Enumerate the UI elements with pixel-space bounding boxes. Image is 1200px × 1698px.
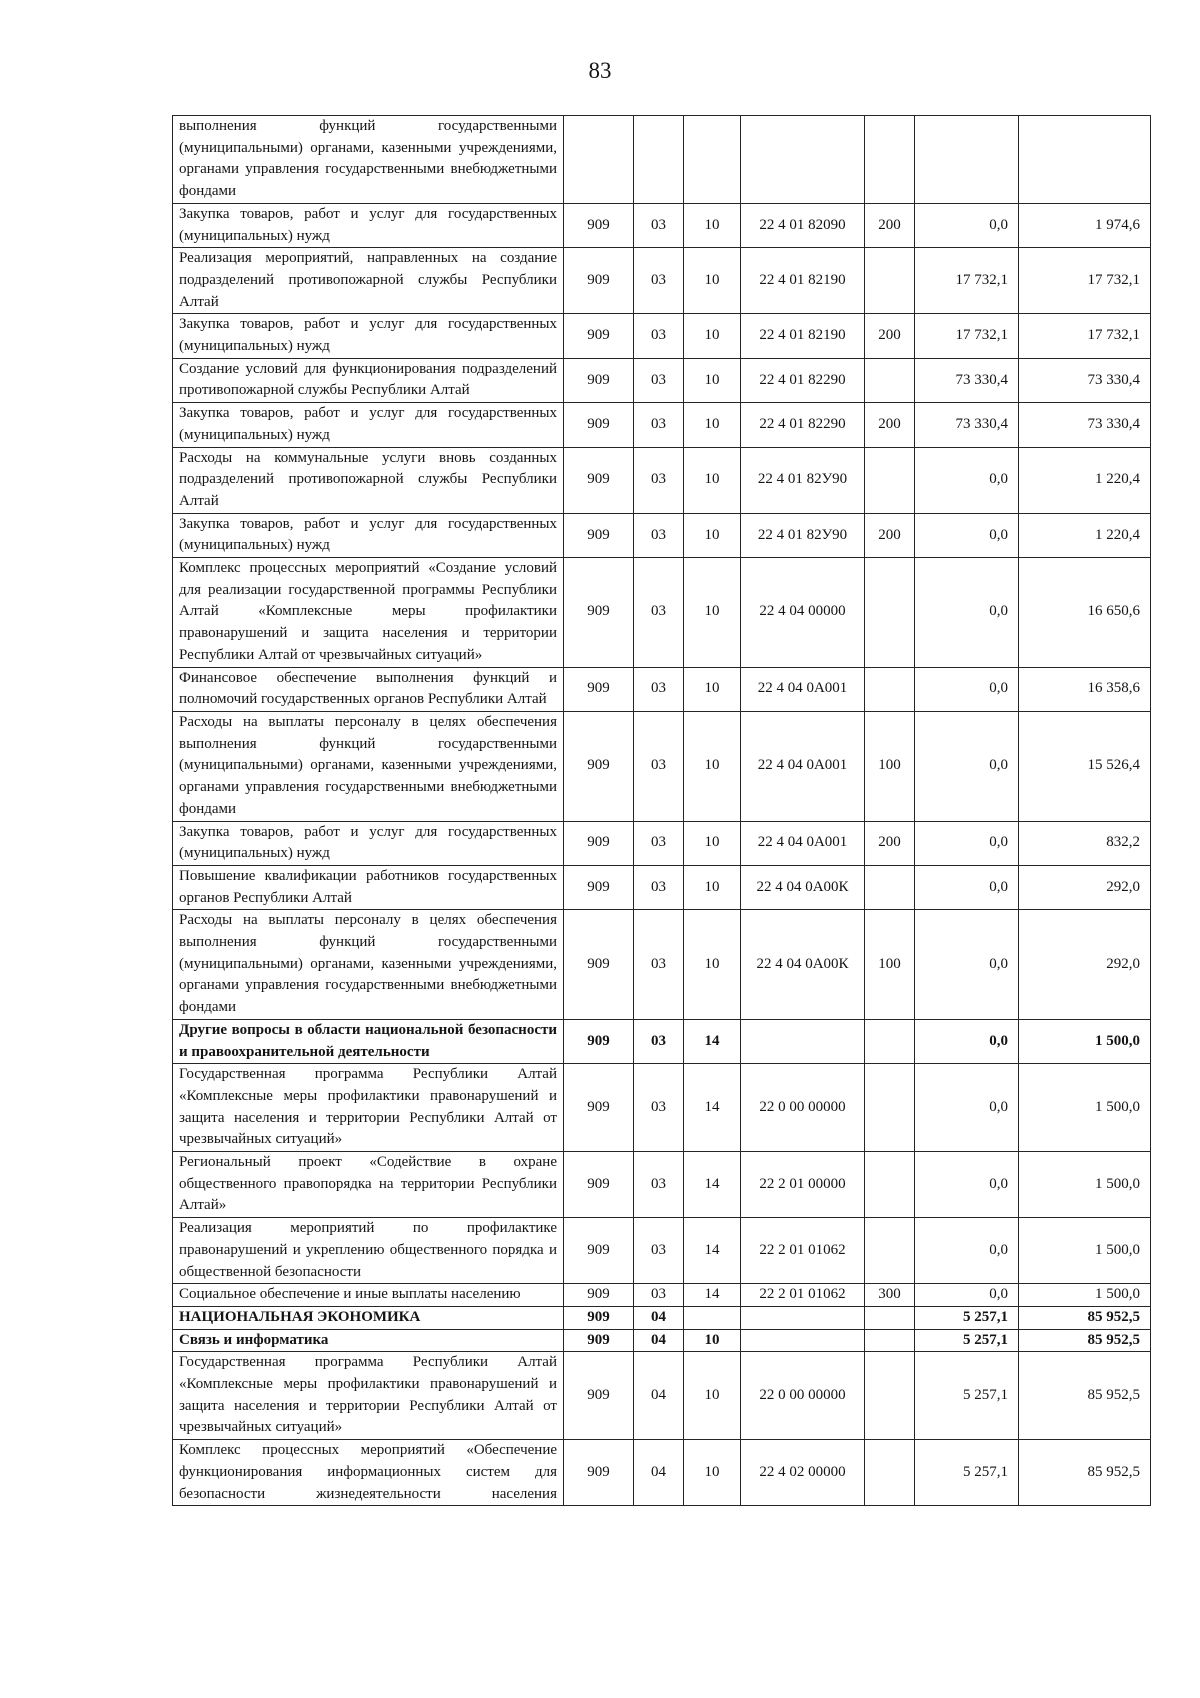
- section-code-cell: 03: [634, 558, 684, 668]
- ministry-code-cell: 909: [564, 558, 634, 668]
- target-article-cell: 22 4 04 0А001: [741, 667, 865, 711]
- expense-name-cell: Реализация мероприятий, направленных на создание подразделений противопожарной службы Республики Алтай: [173, 248, 564, 314]
- table-row: [173, 711, 1151, 821]
- amount-1-cell: 0,0: [915, 1019, 1019, 1063]
- target-article-cell: 22 0 00 00000: [741, 1064, 865, 1152]
- section-code-cell: 03: [634, 314, 684, 358]
- expense-name-cell: Связь и информатика: [173, 1329, 564, 1352]
- expense-type-cell: [865, 1064, 915, 1152]
- section-code-cell: 03: [634, 1019, 684, 1063]
- subsection-code-cell: [684, 116, 741, 204]
- target-article-cell: 22 2 01 00000: [741, 1152, 865, 1218]
- section-code-cell: 04: [634, 1329, 684, 1352]
- expense-type-cell: [865, 1329, 915, 1352]
- section-code-cell: 04: [634, 1352, 684, 1440]
- section-code-cell: 03: [634, 667, 684, 711]
- ministry-code-cell: 909: [564, 403, 634, 447]
- amount-2-cell: 17 732,1: [1019, 248, 1151, 314]
- ministry-code-cell: 909: [564, 821, 634, 865]
- table-row: [173, 1218, 1151, 1284]
- subsection-code-cell: 10: [684, 821, 741, 865]
- target-article-cell: 22 4 04 00000: [741, 558, 865, 668]
- subsection-code-cell: 10: [684, 248, 741, 314]
- subsection-code-cell: 10: [684, 1352, 741, 1440]
- amount-2-cell: 17 732,1: [1019, 314, 1151, 358]
- amount-2-cell: 1 220,4: [1019, 447, 1151, 513]
- target-article-cell: [741, 1329, 865, 1352]
- table-row: [173, 1019, 1151, 1063]
- section-code-cell: 04: [634, 1440, 684, 1506]
- ministry-code-cell: 909: [564, 865, 634, 909]
- expense-name-cell: Закупка товаров, работ и услуг для государственных (муниципальных) нужд: [173, 314, 564, 358]
- table-row: [173, 203, 1151, 247]
- expense-type-cell: [865, 116, 915, 204]
- amount-1-cell: 5 257,1: [915, 1329, 1019, 1352]
- expense-name-cell: НАЦИОНАЛЬНАЯ ЭКОНОМИКА: [173, 1306, 564, 1329]
- expense-type-cell: 100: [865, 910, 915, 1020]
- section-code-cell: 03: [634, 1284, 684, 1307]
- amount-2-cell: [1019, 116, 1151, 204]
- ministry-code-cell: 909: [564, 910, 634, 1020]
- expense-name-cell: Закупка товаров, работ и услуг для государственных (муниципальных) нужд: [173, 513, 564, 557]
- amount-1-cell: 0,0: [915, 711, 1019, 821]
- ministry-code-cell: 909: [564, 447, 634, 513]
- expense-type-cell: 100: [865, 711, 915, 821]
- target-article-cell: [741, 116, 865, 204]
- ministry-code-cell: 909: [564, 1064, 634, 1152]
- ministry-code-cell: 909: [564, 1218, 634, 1284]
- section-code-cell: 03: [634, 1218, 684, 1284]
- expense-type-cell: [865, 558, 915, 668]
- target-article-cell: 22 2 01 01062: [741, 1218, 865, 1284]
- target-article-cell: 22 4 04 0А00К: [741, 910, 865, 1020]
- budget-table-body: [173, 116, 1151, 1506]
- table-row: [173, 403, 1151, 447]
- ministry-code-cell: 909: [564, 711, 634, 821]
- target-article-cell: 22 4 01 82090: [741, 203, 865, 247]
- amount-1-cell: 0,0: [915, 1152, 1019, 1218]
- expense-type-cell: 200: [865, 513, 915, 557]
- table-row: [173, 667, 1151, 711]
- amount-2-cell: 292,0: [1019, 865, 1151, 909]
- subsection-code-cell: 10: [684, 667, 741, 711]
- expense-name-cell: Комплекс процессных мероприятий «Создание условий для реализации государственной программы Республики Алтай «Комплексные меры профилактики правонарушений и защита населения и территории Республики Алтай от чрезвычайных ситуаций»: [173, 558, 564, 668]
- table-row: [173, 821, 1151, 865]
- subsection-code-cell: 10: [684, 558, 741, 668]
- ministry-code-cell: 909: [564, 1329, 634, 1352]
- subsection-code-cell: 10: [684, 865, 741, 909]
- subsection-code-cell: [684, 1306, 741, 1329]
- subsection-code-cell: 10: [684, 314, 741, 358]
- table-row: [173, 513, 1151, 557]
- expense-type-cell: [865, 1019, 915, 1063]
- ministry-code-cell: 909: [564, 1152, 634, 1218]
- table-row: [173, 1352, 1151, 1440]
- subsection-code-cell: 14: [684, 1218, 741, 1284]
- amount-2-cell: 1 500,0: [1019, 1064, 1151, 1152]
- expense-type-cell: [865, 1218, 915, 1284]
- amount-1-cell: 0,0: [915, 1064, 1019, 1152]
- amount-1-cell: 5 257,1: [915, 1306, 1019, 1329]
- expense-name-cell: Закупка товаров, работ и услуг для государственных (муниципальных) нужд: [173, 203, 564, 247]
- expense-name-cell: Государственная программа Республики Алтай «Комплексные меры профилактики правонарушений и защита населения и территории Республики Алтай от чрезвычайных ситуаций»: [173, 1064, 564, 1152]
- amount-1-cell: 73 330,4: [915, 358, 1019, 402]
- expense-type-cell: [865, 1152, 915, 1218]
- amount-2-cell: 1 500,0: [1019, 1152, 1151, 1218]
- section-code-cell: 03: [634, 248, 684, 314]
- expense-name-cell: Региональный проект «Содействие в охране общественного правопорядка на территории Республики Алтай»: [173, 1152, 564, 1218]
- expense-type-cell: [865, 1352, 915, 1440]
- amount-2-cell: 832,2: [1019, 821, 1151, 865]
- amount-1-cell: [915, 116, 1019, 204]
- amount-2-cell: 1 974,6: [1019, 203, 1151, 247]
- budget-table: [172, 115, 1151, 1506]
- ministry-code-cell: 909: [564, 1306, 634, 1329]
- amount-1-cell: 0,0: [915, 910, 1019, 1020]
- amount-2-cell: 85 952,5: [1019, 1306, 1151, 1329]
- subsection-code-cell: 10: [684, 711, 741, 821]
- amount-1-cell: 0,0: [915, 865, 1019, 909]
- table-row: [173, 314, 1151, 358]
- table-row: [173, 358, 1151, 402]
- ministry-code-cell: 909: [564, 1019, 634, 1063]
- target-article-cell: 22 4 01 82У90: [741, 513, 865, 557]
- expense-name-cell: Расходы на выплаты персоналу в целях обеспечения выполнения функций государственными (муниципальными) органами, казенными учреждениями, органами управления государственными внебюджетными фондами: [173, 711, 564, 821]
- table-row: [173, 1152, 1151, 1218]
- amount-2-cell: 85 952,5: [1019, 1352, 1151, 1440]
- expense-name-cell: Расходы на выплаты персоналу в целях обеспечения выполнения функций государственными (муниципальными) органами, казенными учреждениями, органами управления государственными внебюджетными фондами: [173, 910, 564, 1020]
- amount-2-cell: 1 500,0: [1019, 1019, 1151, 1063]
- expense-type-cell: [865, 1306, 915, 1329]
- expense-name-cell: Закупка товаров, работ и услуг для государственных (муниципальных) нужд: [173, 403, 564, 447]
- section-code-cell: 03: [634, 1064, 684, 1152]
- subsection-code-cell: 14: [684, 1019, 741, 1063]
- section-code-cell: 03: [634, 910, 684, 1020]
- target-article-cell: [741, 1019, 865, 1063]
- section-code-cell: 03: [634, 203, 684, 247]
- expense-type-cell: [865, 358, 915, 402]
- subsection-code-cell: 14: [684, 1152, 741, 1218]
- ministry-code-cell: [564, 116, 634, 204]
- expense-name-cell: Расходы на коммунальные услуги вновь созданных подразделений противопожарной службы Республики Алтай: [173, 447, 564, 513]
- target-article-cell: [741, 1306, 865, 1329]
- expense-type-cell: [865, 865, 915, 909]
- amount-1-cell: 17 732,1: [915, 314, 1019, 358]
- subsection-code-cell: 10: [684, 513, 741, 557]
- amount-1-cell: 0,0: [915, 1218, 1019, 1284]
- section-code-cell: [634, 116, 684, 204]
- amount-1-cell: 5 257,1: [915, 1440, 1019, 1506]
- amount-1-cell: 17 732,1: [915, 248, 1019, 314]
- amount-1-cell: 0,0: [915, 821, 1019, 865]
- section-code-cell: 03: [634, 821, 684, 865]
- amount-2-cell: 73 330,4: [1019, 358, 1151, 402]
- expense-name-cell: Комплекс процессных мероприятий «Обеспечение функционирования информационных систем для безопасности жизнедеятельности населения: [173, 1440, 564, 1506]
- amount-2-cell: 16 650,6: [1019, 558, 1151, 668]
- expense-type-cell: [865, 1440, 915, 1506]
- subsection-code-cell: 10: [684, 447, 741, 513]
- ministry-code-cell: 909: [564, 248, 634, 314]
- expense-type-cell: 300: [865, 1284, 915, 1307]
- table-row: [173, 1064, 1151, 1152]
- amount-2-cell: 1 220,4: [1019, 513, 1151, 557]
- expense-name-cell: Государственная программа Республики Алтай «Комплексные меры профилактики правонарушений и защита населения и территории Республики Алтай от чрезвычайных ситуаций»: [173, 1352, 564, 1440]
- subsection-code-cell: 14: [684, 1284, 741, 1307]
- target-article-cell: 22 4 01 82190: [741, 314, 865, 358]
- amount-2-cell: 1 500,0: [1019, 1218, 1151, 1284]
- section-code-cell: 03: [634, 447, 684, 513]
- ministry-code-cell: 909: [564, 667, 634, 711]
- expense-name-cell: Социальное обеспечение и иные выплаты населению: [173, 1284, 564, 1307]
- table-row: [173, 910, 1151, 1020]
- amount-2-cell: 292,0: [1019, 910, 1151, 1020]
- subsection-code-cell: 10: [684, 1329, 741, 1352]
- expense-name-cell: Другие вопросы в области национальной безопасности и правоохранительной деятельности: [173, 1019, 564, 1063]
- target-article-cell: 22 4 02 00000: [741, 1440, 865, 1506]
- target-article-cell: 22 4 01 82У90: [741, 447, 865, 513]
- subsection-code-cell: 10: [684, 403, 741, 447]
- table-row: [173, 558, 1151, 668]
- target-article-cell: 22 4 04 0А001: [741, 821, 865, 865]
- subsection-code-cell: 10: [684, 1440, 741, 1506]
- expense-name-cell: Реализация мероприятий по профилактике правонарушений и укреплению общественного порядка и общественной безопасности: [173, 1218, 564, 1284]
- amount-1-cell: 5 257,1: [915, 1352, 1019, 1440]
- expense-name-cell: выполнения функций государственными (муниципальными) органами, казенными учреждениями, органами управления государственными внебюджетными фондами: [173, 116, 564, 204]
- ministry-code-cell: 909: [564, 314, 634, 358]
- page-number: 83: [588, 58, 612, 83]
- amount-1-cell: 0,0: [915, 667, 1019, 711]
- ministry-code-cell: 909: [564, 358, 634, 402]
- expense-type-cell: 200: [865, 403, 915, 447]
- section-code-cell: 03: [634, 1152, 684, 1218]
- target-article-cell: 22 4 04 0А001: [741, 711, 865, 821]
- amount-2-cell: 15 526,4: [1019, 711, 1151, 821]
- amount-1-cell: 0,0: [915, 1284, 1019, 1307]
- target-article-cell: 22 4 01 82290: [741, 358, 865, 402]
- expense-name-cell: Финансовое обеспечение выполнения функций и полномочий государственных органов Республики Алтай: [173, 667, 564, 711]
- amount-2-cell: 16 358,6: [1019, 667, 1151, 711]
- subsection-code-cell: 10: [684, 358, 741, 402]
- table-row: [173, 248, 1151, 314]
- expense-type-cell: [865, 248, 915, 314]
- expense-type-cell: 200: [865, 314, 915, 358]
- section-code-cell: 04: [634, 1306, 684, 1329]
- target-article-cell: 22 4 01 82290: [741, 403, 865, 447]
- amount-2-cell: 73 330,4: [1019, 403, 1151, 447]
- table-row: [173, 1306, 1151, 1329]
- amount-1-cell: 73 330,4: [915, 403, 1019, 447]
- table-row: [173, 116, 1151, 204]
- table-row: [173, 1284, 1151, 1307]
- ministry-code-cell: 909: [564, 1440, 634, 1506]
- amount-1-cell: 0,0: [915, 558, 1019, 668]
- expense-name-cell: Повышение квалификации работников государственных органов Республики Алтай: [173, 865, 564, 909]
- section-code-cell: 03: [634, 358, 684, 402]
- table-row: [173, 1329, 1151, 1352]
- table-row: [173, 865, 1151, 909]
- section-code-cell: 03: [634, 711, 684, 821]
- ministry-code-cell: 909: [564, 513, 634, 557]
- amount-1-cell: 0,0: [915, 513, 1019, 557]
- subsection-code-cell: 14: [684, 1064, 741, 1152]
- section-code-cell: 03: [634, 513, 684, 557]
- expense-type-cell: [865, 667, 915, 711]
- expense-name-cell: Создание условий для функционирования подразделений противопожарной службы Республики Алтай: [173, 358, 564, 402]
- target-article-cell: 22 2 01 01062: [741, 1284, 865, 1307]
- amount-2-cell: 85 952,5: [1019, 1440, 1151, 1506]
- target-article-cell: 22 0 00 00000: [741, 1352, 865, 1440]
- target-article-cell: 22 4 01 82190: [741, 248, 865, 314]
- table-row: [173, 1440, 1151, 1506]
- amount-2-cell: 1 500,0: [1019, 1284, 1151, 1307]
- amount-1-cell: 0,0: [915, 203, 1019, 247]
- subsection-code-cell: 10: [684, 910, 741, 1020]
- table-row: [173, 447, 1151, 513]
- expense-type-cell: [865, 447, 915, 513]
- section-code-cell: 03: [634, 403, 684, 447]
- ministry-code-cell: 909: [564, 1284, 634, 1307]
- target-article-cell: 22 4 04 0А00К: [741, 865, 865, 909]
- expense-type-cell: 200: [865, 203, 915, 247]
- expense-name-cell: Закупка товаров, работ и услуг для государственных (муниципальных) нужд: [173, 821, 564, 865]
- amount-1-cell: 0,0: [915, 447, 1019, 513]
- section-code-cell: 03: [634, 865, 684, 909]
- ministry-code-cell: 909: [564, 1352, 634, 1440]
- ministry-code-cell: 909: [564, 203, 634, 247]
- expense-type-cell: 200: [865, 821, 915, 865]
- subsection-code-cell: 10: [684, 203, 741, 247]
- amount-2-cell: 85 952,5: [1019, 1329, 1151, 1352]
